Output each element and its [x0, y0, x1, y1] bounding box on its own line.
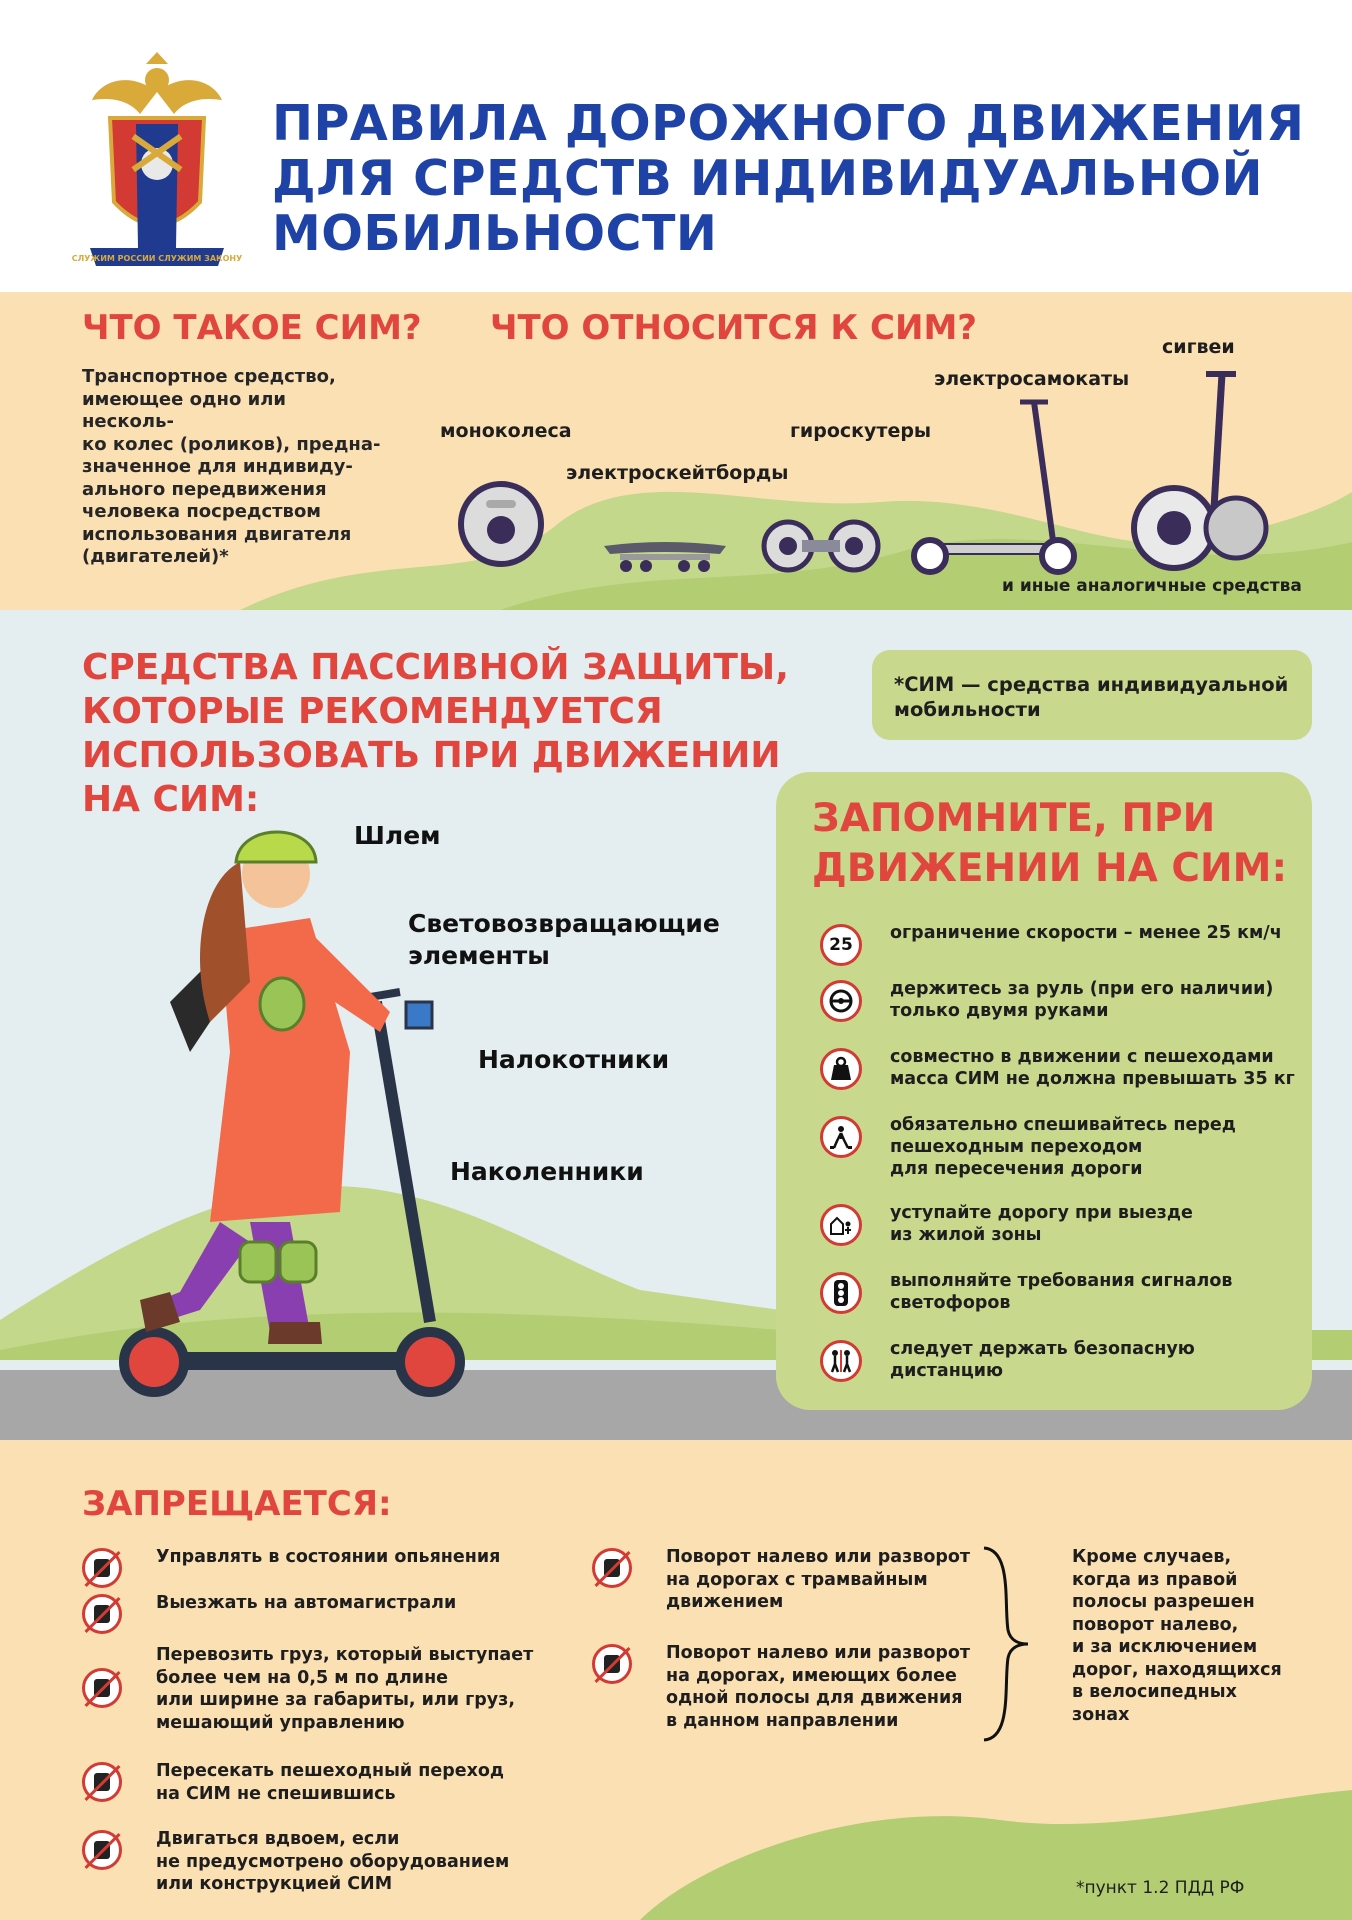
- forbidden-item-line: на дорогах с трамвайным: [666, 1569, 928, 1590]
- no-two-riders-icon: [82, 1830, 122, 1870]
- remember-item-text: [890, 922, 1310, 944]
- remember-item-line: дистанцию: [890, 1361, 1004, 1381]
- forbidden-item-line: Управлять в состоянии опьянения: [156, 1547, 501, 1567]
- segway-icon: [1132, 368, 1268, 578]
- police-emblem-icon: [71, 52, 243, 272]
- traffic-light-icon: [820, 1272, 862, 1314]
- label-hoverboards: гироскутеры: [790, 420, 932, 442]
- exception-line: когда из правой: [1072, 1569, 1238, 1590]
- remember-heading-line: ЗАПОМНИТЕ, ПРИ: [812, 796, 1216, 841]
- definition-line: значенное для индивиду-: [82, 456, 353, 477]
- electric-skateboard-icon: [600, 538, 730, 578]
- no-cargo-icon: [82, 1668, 122, 1708]
- remember-card: [776, 772, 1312, 1410]
- remember-item-line: уступайте дорогу при выезде: [890, 1203, 1193, 1223]
- remember-item: [820, 1115, 1290, 1179]
- remember-item-line: выполняйте требования сигналов: [890, 1271, 1233, 1291]
- remember-item: [820, 1204, 1290, 1262]
- weight-icon: [820, 1048, 862, 1090]
- exception-line: в велосипедных: [1072, 1682, 1237, 1702]
- forbidden-item-line: движением: [666, 1592, 784, 1612]
- forbidden-item-text: [156, 1644, 556, 1734]
- forbidden-item-line: Поворот налево или разворот: [666, 1547, 971, 1567]
- no-riding-crossing-icon: [82, 1762, 122, 1802]
- forbidden-item-line: не предусмотрено оборудованием: [156, 1851, 510, 1872]
- forbidden-item-line: в данном направлении: [666, 1710, 899, 1731]
- protection-heading-line: КОТОРЫЕ РЕКОМЕНДУЕТСЯ: [82, 691, 663, 732]
- remember-item-text: [890, 1202, 1310, 1246]
- forbidden-item-line: Пересекать пешеходный переход: [156, 1761, 505, 1781]
- remember-item-line: совместно в движении с пешеходами: [890, 1047, 1274, 1067]
- exception-line: Кроме случаев,: [1072, 1547, 1232, 1567]
- exception-text: [1072, 1546, 1302, 1726]
- what-is-section: [0, 292, 1352, 610]
- forbidden-heading: ЗАПРЕЩАЕТСЯ:: [82, 1484, 392, 1524]
- gear-helmet-label: Шлем: [354, 821, 441, 850]
- remember-item-line: обязательно спешивайтесь перед: [890, 1115, 1236, 1135]
- forbidden-item-line: или конструкцией СИМ: [156, 1874, 393, 1894]
- exception-line: поворот налево,: [1072, 1614, 1239, 1635]
- gear-reflective-line: Световозвращающие: [408, 909, 720, 938]
- remember-item-line: только двумя руками: [890, 1001, 1109, 1021]
- title-line: МОБИЛЬНОСТИ: [272, 205, 718, 262]
- protection-heading: [82, 646, 789, 822]
- forbidden-item-line: на СИМ не спешившись: [156, 1783, 396, 1804]
- remember-item: [820, 1047, 1295, 1106]
- label-others: и иные аналогичные средства: [1002, 576, 1302, 596]
- forbidden-item-text: [156, 1828, 556, 1896]
- definition-line: имеющее одно или несколь-: [82, 388, 286, 432]
- svg-text:СЛУЖИМ РОССИИ СЛУЖИМ ЗАКОНУ: СЛУЖИМ РОССИИ СЛУЖИМ ЗАКОНУ: [71, 254, 243, 263]
- definition-line: человека посредством: [82, 501, 322, 522]
- curly-brace: [978, 1544, 1034, 1744]
- definition-text: [82, 366, 382, 569]
- title-line: ДЛЯ СРЕДСТВ ИНДИВИДУАЛЬНОЙ: [272, 150, 1263, 207]
- remember-item-line: следует держать безопасную: [890, 1339, 1195, 1359]
- remember-heading-line: ДВИЖЕНИИ НА СИМ:: [812, 846, 1288, 891]
- remember-item-text: [890, 978, 1310, 1022]
- hoverboard-icon: [762, 514, 880, 576]
- exception-line: дорог, находящихся: [1072, 1659, 1282, 1680]
- speed-limit-25-icon: 25: [820, 924, 862, 966]
- gear-reflective-line: элементы: [408, 941, 550, 970]
- forbidden-item-text: [666, 1642, 986, 1732]
- no-left-turn-multilane-icon: [592, 1644, 632, 1684]
- no-left-turn-tram-icon: [592, 1548, 632, 1588]
- forbidden-item-text: [156, 1546, 556, 1569]
- definition-line: ального передвижения: [82, 478, 327, 500]
- definition-line: использования двигателя: [82, 523, 352, 545]
- definition-line: ко колес (роликов), предна-: [82, 433, 381, 455]
- remember-item-text: [890, 1270, 1310, 1314]
- remember-item-text: [890, 1046, 1310, 1090]
- forbidden-item-text: [156, 1760, 556, 1805]
- protection-heading-line: СРЕДСТВА ПАССИВНОЙ ЗАЩИТЫ,: [82, 647, 789, 688]
- remember-item: [820, 1340, 1290, 1398]
- gear-knee-label: Наколенники: [450, 1157, 644, 1186]
- remember-item-line: ограничение скорости – менее 25 км/ч: [890, 923, 1282, 943]
- title-line: ПРАВИЛА ДОРОЖНОГО ДВИЖЕНИЯ: [272, 95, 1305, 152]
- electric-scooter-icon: [908, 398, 1084, 584]
- definition-line: (двигателей)*: [82, 546, 229, 567]
- remember-item-line: пешеходным переходом: [890, 1137, 1143, 1157]
- living-zone-icon: [820, 1204, 862, 1246]
- gear-elbow-label: Налокотники: [478, 1045, 670, 1074]
- forbidden-item-line: на дорогах, имеющих более: [666, 1665, 957, 1686]
- label-segways: сигвеи: [1162, 336, 1235, 358]
- steering-wheel-icon: [820, 980, 862, 1022]
- definition-line: Транспортное средство,: [82, 366, 336, 387]
- remember-item-text: [890, 1114, 1310, 1180]
- abbreviation-note: [872, 650, 1312, 740]
- forbidden-item-line: Двигаться вдвоем, если: [156, 1829, 400, 1849]
- forbidden-item-line: более чем на 0,5 м по длине: [156, 1667, 449, 1688]
- remember-item: [820, 1272, 1290, 1330]
- label-scooters: электросамокаты: [934, 368, 1130, 390]
- forbidden-item-line: или ширине за габариты, или груз,: [156, 1690, 515, 1710]
- label-skateboards: электроскейтборды: [566, 462, 789, 484]
- monowheel-icon: [456, 472, 546, 572]
- protection-heading-line: ИСПОЛЬЗОВАТЬ ПРИ ДВИЖЕНИИ: [82, 735, 781, 776]
- remember-item: [820, 980, 1290, 1038]
- remember-item-line: держитесь за руль (при его наличии): [890, 979, 1274, 999]
- gear-reflective-label: [408, 908, 720, 972]
- protection-heading-line: НА СИМ:: [82, 779, 260, 820]
- what-is-heading: ЧТО ТАКОЕ СИМ?: [82, 308, 422, 348]
- remember-item-line: масса СИМ не должна превышать 35 кг: [890, 1069, 1295, 1089]
- abbreviation-note-text: [894, 672, 1304, 722]
- remember-item-line: для пересечения дороги: [890, 1159, 1143, 1179]
- forbidden-item-line: Перевозить груз, который выступает: [156, 1645, 534, 1665]
- page-title: [272, 96, 1332, 261]
- what-belongs-heading: ЧТО ОТНОСИТСЯ К СИМ?: [490, 308, 978, 348]
- label-monowheels: моноколеса: [440, 420, 572, 442]
- abbreviation-note-line: мобильности: [894, 698, 1041, 721]
- forbidden-item-line: мешающий управлению: [156, 1712, 405, 1733]
- footnote: *пункт 1.2 ПДД РФ: [1076, 1878, 1245, 1898]
- forbidden-item-line: одной полосы для движения: [666, 1688, 963, 1708]
- exception-line: и за исключением: [1072, 1637, 1258, 1657]
- pedestrian-crossing-icon: [820, 1116, 862, 1158]
- abbreviation-note-line: *СИМ — средства индивидуальной: [894, 673, 1289, 696]
- forbidden-item-text: [666, 1546, 986, 1614]
- forbidden-item-line: Поворот налево или разворот: [666, 1643, 971, 1663]
- forbidden-item-line: Выезжать на автомагистрали: [156, 1593, 457, 1613]
- remember-heading: [812, 794, 1302, 894]
- safe-distance-icon: [820, 1340, 862, 1382]
- no-motorway-icon: [82, 1594, 122, 1634]
- remember-item: [820, 924, 1290, 982]
- remember-item-text: [890, 1338, 1310, 1382]
- remember-item-line: из жилой зоны: [890, 1225, 1042, 1245]
- remember-item-line: светофоров: [890, 1293, 1011, 1313]
- exception-line: полосы разрешен: [1072, 1592, 1255, 1612]
- forbidden-section: [0, 1440, 1352, 1920]
- forbidden-item-text: [156, 1592, 556, 1615]
- no-drunk-icon: [82, 1548, 122, 1588]
- exception-line: зонах: [1072, 1704, 1130, 1725]
